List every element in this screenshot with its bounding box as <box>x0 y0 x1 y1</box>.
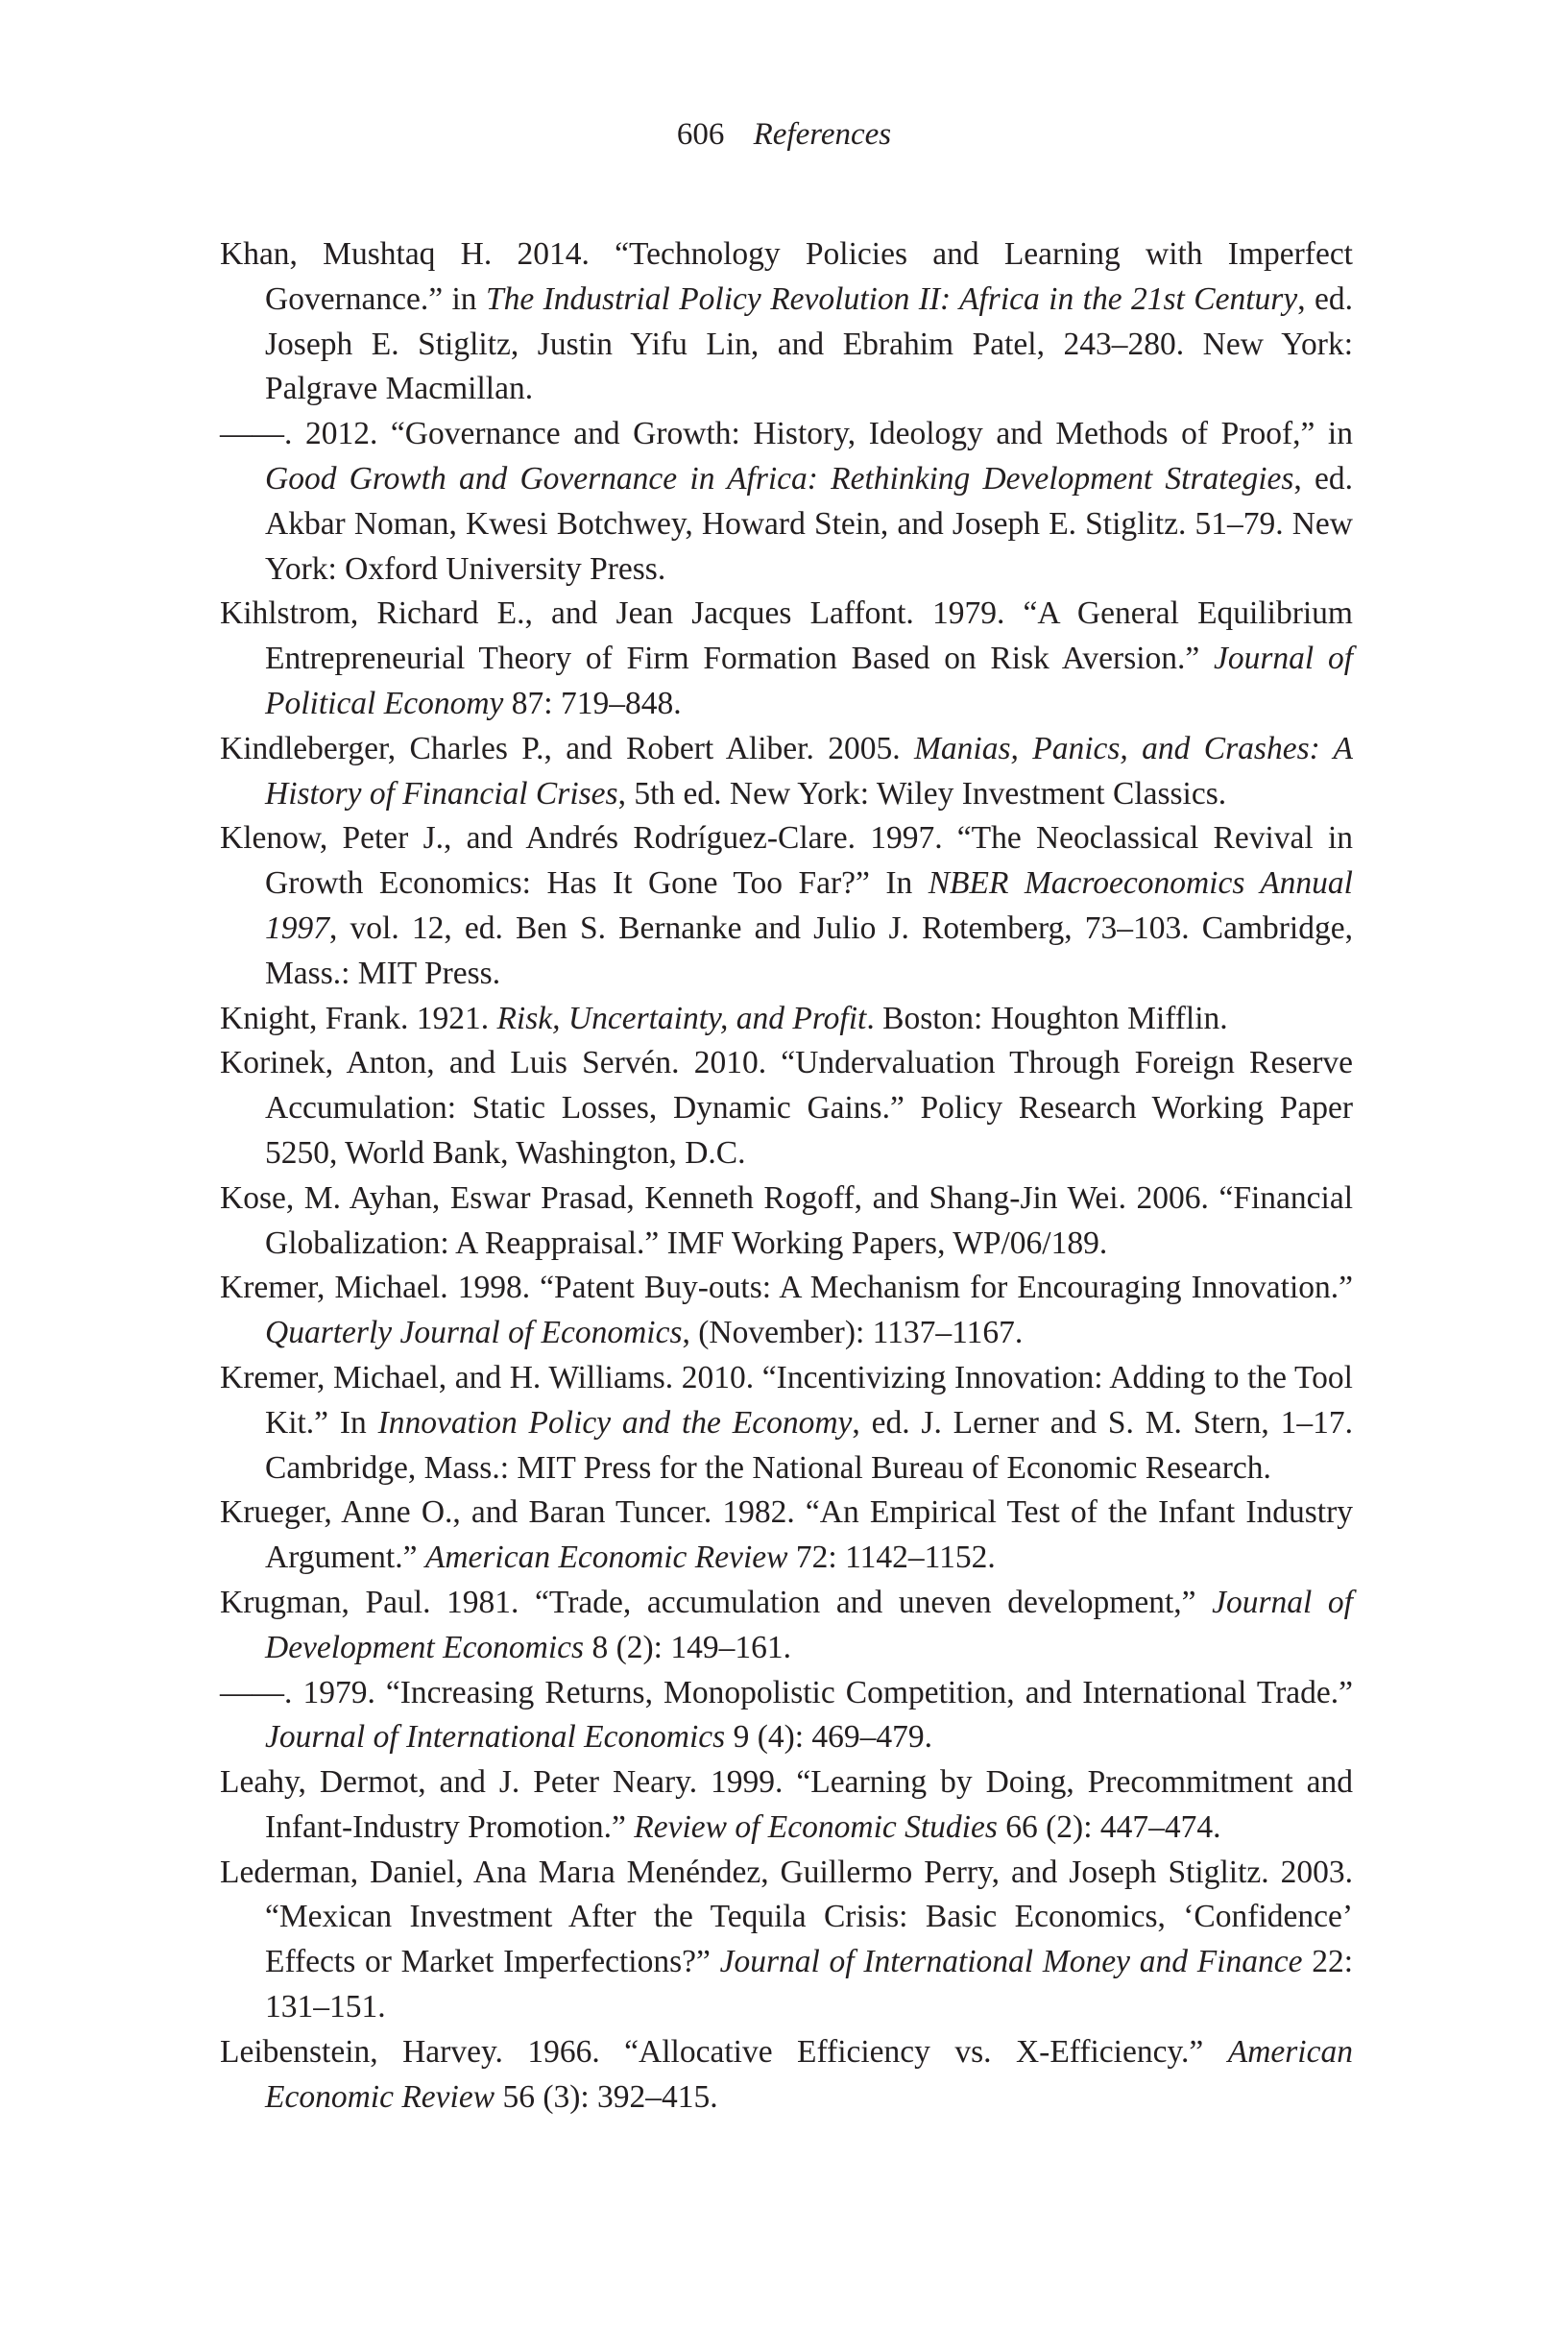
reference-text: 8 (2): 149–161. <box>584 1629 791 1665</box>
reference-title-italic: Quarterly Journal of Economics <box>265 1315 683 1351</box>
reference-text: Krueger, Anne O., and Baran Tuncer. 1982. “An Empirical Test of the Infant Industry Argument.” <box>220 1494 1353 1576</box>
reference-title-italic: Journal of Development Economics <box>265 1584 1353 1665</box>
reference-text: Lederman, Daniel, Ana Marıa Menéndez, Guillermo Perry, and Joseph Stiglitz. 2003. “Mexican Investment After the Tequila Crisis: Basic Economics, ‘Confidence’ Effects or Market Imperfections?” <box>220 1854 1353 1980</box>
reference-title-italic: Good Growth and Governance in Africa: Rethinking Development Strategies <box>265 460 1294 497</box>
reference-title-italic: Review of Economic Studies <box>634 1808 998 1845</box>
reference-entry <box>220 1581 1353 1671</box>
reference-text: , (November): 1137–1167. <box>682 1315 1024 1351</box>
reference-title-italic: Journal of Political Economy <box>265 641 1353 721</box>
reference-text: 22: 131–151. <box>265 1944 1354 2025</box>
reference-text: ——. 1979. “Increasing Returns, Monopolistic Competition, and International Trade.” <box>220 1674 1353 1710</box>
reference-text: Kindleberger, Charles P., and Robert Aliber. 2005. <box>220 730 914 766</box>
reference-text: Klenow, Peter J., and Andrés Rodríguez-Clare. 1997. “The Neoclassical Revival in Growth Economics: Has It Gone Too Far?” In <box>220 820 1353 902</box>
reference-text: 72: 1142–1152. <box>787 1540 996 1576</box>
reference-text: ——. 2012. “Governance and Growth: History, Ideology and Methods of Proof,” in <box>220 416 1353 452</box>
reference-title-italic: The Industrial Policy Revolution II: Africa in the 21st Century <box>485 280 1298 317</box>
reference-title-italic: Journal of International Money and Finance <box>719 1944 1303 1980</box>
reference-title-italic: Innovation Policy and the Economy <box>377 1404 853 1441</box>
reference-text: 87: 719–848. <box>503 685 682 721</box>
reference-text: Kremer, Michael, and H. Williams. 2010. “Incentivizing Innovation: Adding to the Tool Kit.” In <box>220 1359 1353 1441</box>
reference-text: . Boston: Houghton Mifflin. <box>866 1000 1228 1036</box>
reference-title-italic: American Economic Review <box>265 2033 1353 2115</box>
reference-entry <box>220 1671 1353 1761</box>
reference-text: 66 (2): 447–474. <box>997 1808 1221 1845</box>
reference-title-italic: Risk, Uncertainty, and Profit <box>496 1000 867 1036</box>
reference-entry <box>220 2030 1353 2121</box>
reference-entry <box>220 997 1353 1042</box>
reference-text: Kremer, Michael. 1998. “Patent Buy-outs: A Mechanism for Encouraging Innovation.” <box>220 1270 1353 1306</box>
running-head <box>0 115 1568 154</box>
reference-entry <box>220 1266 1353 1356</box>
reference-entry <box>220 1851 1353 2030</box>
reference-text: , 5th ed. New York: Wiley Investment Classics. <box>617 775 1227 812</box>
reference-text: , ed. Akbar Noman, Kwesi Botchwey, Howard Stein, and Joseph E. Stiglitz. 51–79. New York: Oxford University Press. <box>265 460 1353 587</box>
reference-entry <box>220 412 1353 592</box>
reference-text: 56 (3): 392–415. <box>495 2078 718 2115</box>
reference-title-italic: American Economic Review <box>424 1540 788 1576</box>
reference-text: 9 (4): 469–479. <box>725 1719 933 1756</box>
reference-entry <box>220 1176 1353 1267</box>
section-title: References <box>753 117 892 152</box>
reference-text: Khan, Mushtaq H. 2014. “Technology Policies and Learning with Imperfect Governance.” in <box>220 236 1353 317</box>
reference-title-italic: Manias, Panics, and Crashes: A History of Financial Crises <box>265 730 1354 812</box>
reference-entry <box>220 1041 1353 1176</box>
reference-entry <box>220 592 1353 726</box>
reference-entry <box>220 232 1353 412</box>
reference-entry <box>220 1356 1353 1491</box>
reference-entry <box>220 1760 1353 1851</box>
reference-list <box>220 232 1353 2120</box>
reference-entry <box>220 816 1353 996</box>
reference-text: Leahy, Dermot, and J. Peter Neary. 1999. “Learning by Doing, Precommitment and Infant-Industry Promotion.” <box>220 1764 1353 1845</box>
reference-text: , vol. 12, ed. Ben S. Bernanke and Julio J. Rotemberg, 73–103. Cambridge, Mass.: MIT Press. <box>265 909 1353 991</box>
reference-entry <box>220 727 1353 817</box>
reference-entry <box>220 1491 1353 1581</box>
reference-title-italic: NBER Macroeconomics Annual 1997 <box>265 865 1353 946</box>
reference-text: Knight, Frank. 1921. <box>220 1000 497 1036</box>
reference-text: Kose, M. Ayhan, Eswar Prasad, Kenneth Rogoff, and Shang-Jin Wei. 2006. “Financial Globalization: A Reappraisal.” IMF Working Papers, WP/06/189. <box>220 1179 1353 1261</box>
reference-title-italic: Journal of International Economics <box>265 1719 726 1756</box>
reference-text: Krugman, Paul. 1981. “Trade, accumulation and uneven development,” <box>220 1584 1213 1620</box>
reference-text: Kihlstrom, Richard E., and Jean Jacques Laffont. 1979. “A General Equilibrium Entrepreneurial Theory of Firm Formation Based on Risk Aversion.” <box>220 595 1353 677</box>
reference-text: Korinek, Anton, and Luis Servén. 2010. “Undervaluation Through Foreign Reserve Accumulation: Static Losses, Dynamic Gains.” Policy Research Working Paper 5250, World Bank, Washington, D.C. <box>220 1045 1353 1171</box>
reference-text: , ed. J. Lerner and S. M. Stern, 1–17. Cambridge, Mass.: MIT Press for the National Bureau of Economic Research. <box>265 1404 1353 1486</box>
reference-text: , ed. Joseph E. Stiglitz, Justin Yifu Lin, and Ebrahim Patel, 243–280. New York: Palgrave Macmillan. <box>265 280 1353 407</box>
page-number: 606 <box>676 117 725 152</box>
reference-text: Leibenstein, Harvey. 1966. “Allocative Efficiency vs. X-Efficiency.” <box>220 2033 1228 2070</box>
